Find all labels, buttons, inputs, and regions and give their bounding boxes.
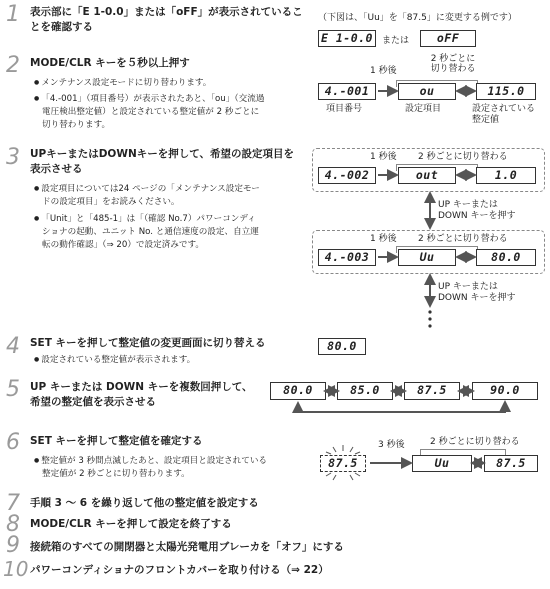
lcd-current-value: 80.0: [318, 338, 366, 355]
step-number-1: 1: [6, 2, 20, 27]
step-8-title: MODE/CLR キーを押して設定を終了する: [30, 518, 232, 530]
step-3-title-line2: 表示させる: [30, 163, 83, 175]
step-6-bullet-1-line1: ● 整定値が 3 秒間点滅したあと、設定項目と設定されている: [34, 455, 267, 468]
step-number-8: 8: [6, 512, 20, 537]
lcd-off-display: oFF: [420, 30, 476, 47]
every-2s-label-2: 2 秒ごとに切り替わる: [418, 152, 508, 162]
step-4-bullet-1: ● 設定されている整定値が表示されます。: [34, 354, 195, 367]
blink-rays: [326, 445, 360, 480]
step-3-bullet-2-line1: ● 「Unit」と「485-1」は「（確認 No.7）パワーコンディ: [34, 213, 256, 226]
step-number-4: 4: [6, 334, 20, 359]
lcd-value-87-5-final: 87.5: [484, 455, 538, 472]
step-number-3: 3: [6, 145, 20, 170]
step-2-bullet-2-line3: 切り替わります。: [42, 120, 111, 130]
step-7-title: 手順 3 ～ 6 を繰り返して他の整定値を設定する: [30, 497, 259, 509]
lcd-value-80-0: 80.0: [270, 382, 326, 400]
after-1s-label-2: 1 秒後: [370, 152, 397, 162]
step-2-bullet-1: ● メンテナンス設定モードに切り替わります。: [34, 77, 211, 90]
caption-item-number: 項目番号: [326, 104, 363, 114]
step-6-title: SET キーを押して整定値を確定する: [30, 435, 203, 447]
after-1s-label-3: 1 秒後: [370, 234, 397, 244]
after-1s-label: 1 秒後: [370, 66, 397, 76]
step-number-7: 7: [6, 491, 20, 516]
step-2-bullet-2-line1: ● 「4.-001」（項目番号）が表示されたあと、「ou」（交流過: [34, 93, 264, 106]
lcd-blinking-value: 87.5: [320, 455, 366, 472]
updown-label-2-line1: UP キーまたは: [438, 282, 498, 292]
step-number-9: 9: [6, 533, 20, 558]
step-number-6: 6: [6, 430, 20, 455]
lcd-item-number: 4.-001: [318, 83, 376, 100]
step-1-title-line2: とを確認する: [30, 21, 93, 33]
lcd-setting-uu-2: Uu: [412, 455, 472, 472]
step-2-title: MODE/CLR キーを５秒以上押す: [30, 57, 190, 69]
or-label: または: [382, 36, 410, 46]
caption-setting-value-line2: 整定値: [472, 115, 500, 125]
every-2s-label-line2: 切り替わる: [430, 64, 476, 74]
lcd-value-1-0: 1.0: [476, 167, 536, 184]
continuation-dots: [428, 310, 431, 327]
step-1-title-line1: 表示部に「E 1-0.0」または「oFF」が表示されているこ: [30, 6, 303, 18]
step-9-title: 接続箱のすべての開閉器と太陽光発電用ブレーカを「オフ」にする: [30, 541, 344, 553]
step-6-bullet-1-line2: 整定値が 2 秒ごとに切り替わります。: [42, 469, 190, 479]
step-10-title: パワーコンディショナのフロントカバーを取り付ける（⇒ 22）: [30, 564, 329, 576]
step-5-title-line1: UP キーまたは DOWN キーを複数回押して、: [30, 381, 253, 393]
step-2-bullet-2-line2: 電圧検出整定値）と設定されている整定値が 2 秒ごとに: [42, 107, 260, 117]
lcd-value-80: 80.0: [476, 249, 536, 266]
lcd-setting-out: out: [398, 167, 456, 184]
lcd-setting-item: ou: [398, 83, 456, 100]
step-3-title-line1: UPキーまたはDOWNキーを押して、希望の設定項目を: [30, 148, 295, 160]
caption-setting-item: 設定項目: [405, 104, 442, 114]
step-number-2: 2: [6, 53, 20, 78]
every-2s-label-line1: 2 秒ごとに: [430, 54, 476, 64]
after-3s-label: 3 秒後: [378, 440, 405, 450]
step-number-10: 10: [3, 557, 29, 581]
every-2s-label-4: 2 秒ごとに切り替わる: [430, 437, 520, 447]
step-4-title: SET キーを押して整定値の変更画面に切り替える: [30, 337, 266, 349]
step-5-title-line2: 希望の整定値を表示させる: [30, 396, 156, 408]
step-3-bullet-2-line2: ショナの起動、ユニット No. と通信速度の設定、自立運: [42, 227, 259, 237]
lcd-value-87-5: 87.5: [404, 382, 460, 400]
loop-arrow-d6: [298, 403, 505, 412]
caption-setting-value-line1: 設定されている: [472, 104, 536, 114]
step-3-bullet-1-line2: ドの設定項目」をお読みください。: [42, 197, 180, 207]
lcd-error-display: E 1-0.0: [318, 30, 376, 47]
step-3-bullet-1-line1: ● 設定項目については24 ページの「メンテナンス設定モー: [34, 183, 260, 196]
updown-label-1-line2: DOWN キーを押す: [438, 211, 516, 221]
updown-label-2-line2: DOWN キーを押す: [438, 293, 516, 303]
lcd-setting-uu: Uu: [398, 249, 456, 266]
step-3-bullet-2-line3: 転の動作確認」（⇒ 20）で設定済みです。: [42, 240, 204, 250]
step-number-5: 5: [6, 377, 20, 402]
lcd-value-85-0: 85.0: [337, 382, 393, 400]
updown-label-1-line1: UP キーまたは: [438, 200, 498, 210]
loop-arrow-d6-back: [298, 405, 400, 412]
every-2s-label-3: 2 秒ごとに切り替わる: [418, 234, 508, 244]
lcd-setting-value: 115.0: [476, 83, 536, 100]
lcd-item-003: 4.-003: [318, 249, 376, 266]
lcd-item-002: 4.-002: [318, 167, 376, 184]
example-note: （下図は、「Uu」を「87.5」に変更する例です）: [318, 13, 517, 23]
lcd-value-90-0: 90.0: [472, 382, 538, 400]
